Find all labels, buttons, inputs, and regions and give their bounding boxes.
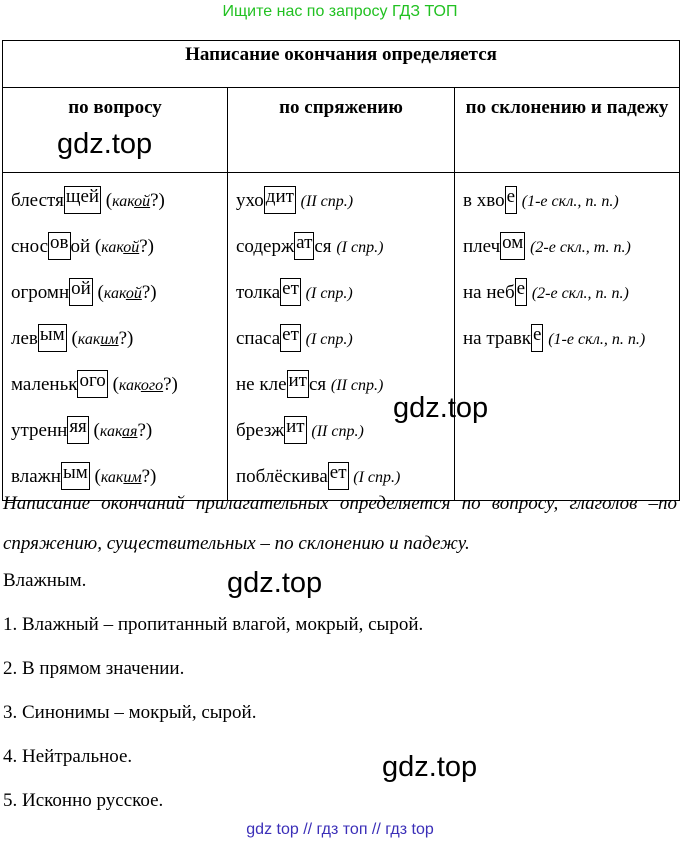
word-stem: ухо — [236, 190, 264, 211]
word-entry — [463, 316, 679, 362]
grammar-note: (2-е скл., п. п.) — [531, 285, 629, 302]
word-stem: маленьк — [11, 374, 78, 395]
grammar-note: (I спр.) — [336, 239, 384, 256]
grammar-note: (1-е скл., п. п.) — [521, 193, 619, 210]
column-verbs — [228, 173, 455, 501]
table-main-header: Написание окончания определяется — [3, 41, 680, 88]
question-word: какого — [118, 377, 164, 394]
grammar-note: (II спр.) — [330, 377, 384, 394]
ending-box: ет — [280, 278, 301, 306]
question-note: (какая?) — [93, 420, 153, 441]
word-entry — [463, 270, 679, 316]
question-ending: ой — [125, 285, 142, 302]
grammar-note: (II спр.) — [300, 193, 354, 210]
word-stem: спаса — [236, 328, 281, 349]
endings-table — [2, 40, 680, 501]
question-word: каким — [77, 331, 119, 348]
ending-box: ет — [280, 324, 301, 352]
question-ending: ая — [122, 423, 138, 440]
ending-box: ом — [500, 232, 525, 260]
word-stem: лев — [11, 328, 38, 349]
question-word: какой — [103, 285, 142, 302]
word-entry — [11, 178, 227, 224]
word-stem: на травк — [463, 328, 532, 349]
word-stem: на неб — [463, 282, 515, 303]
word-entry — [11, 224, 227, 270]
top-banner-link[interactable]: Ищите нас по запросу ГДЗ ТОП — [222, 3, 458, 20]
word-stem: плеч — [463, 236, 501, 257]
word-entry — [11, 408, 227, 454]
answer-line: 4. Нейтральное. — [3, 746, 133, 767]
ending-box: ой — [69, 278, 93, 306]
word-stem: блестя — [11, 190, 64, 211]
ending-box: яя — [67, 416, 88, 444]
watermark: gdz.top — [227, 567, 323, 599]
word-stem: толка — [236, 282, 281, 303]
word-suffix: ся — [314, 236, 332, 257]
word-entry — [463, 178, 679, 224]
ending-box: дит — [264, 186, 296, 214]
answer-line: 2. В прямом значении. — [3, 658, 185, 679]
word-entry — [11, 316, 227, 362]
grammar-note: (I спр.) — [353, 469, 401, 486]
ending-box: ым — [61, 462, 90, 490]
grammar-note: (I спр.) — [305, 285, 353, 302]
word-entry — [463, 224, 679, 270]
footer-links[interactable]: gdz top // гдз топ // гдз top — [246, 821, 434, 838]
ending-box: ого — [77, 370, 107, 398]
col-header-question: по вопросу — [3, 88, 228, 173]
column-adjectives — [3, 173, 228, 501]
grammar-note: (1-е скл., п. п.) — [548, 331, 646, 348]
grammar-note: (II спр.) — [311, 423, 364, 440]
word-stem: брезж — [236, 420, 285, 441]
word-entry — [236, 316, 454, 362]
ending-box: ит — [284, 416, 306, 444]
question-ending: ого — [140, 377, 164, 394]
question-word: какой — [101, 239, 140, 256]
ending-box: ым — [38, 324, 67, 352]
word-stem: в хво — [463, 190, 505, 211]
answer-line: 3. Синонимы – мокрый, сырой. — [3, 702, 257, 723]
answers-list — [3, 567, 423, 831]
question-note: (какого?) — [112, 374, 178, 395]
question-word: какая — [99, 423, 138, 440]
explanation-text: Написание окончаний прилагательных определяется по вопросу, глаголов –по спряжению, существительных – по склонению и падежу. — [3, 493, 677, 554]
question-note: (каким?) — [71, 328, 134, 349]
answer-line: Влажным. — [3, 570, 87, 591]
word-stem: содерж — [236, 236, 295, 257]
word-stem: не кле — [236, 374, 287, 395]
word-entry — [236, 178, 454, 224]
ending-box: е — [505, 186, 517, 214]
word-suffix: ся — [308, 374, 327, 395]
ending-box: е — [531, 324, 543, 352]
question-ending: ой — [134, 193, 151, 210]
column-nouns — [455, 173, 680, 501]
word-entry — [11, 362, 227, 408]
answer-line: 1. Влажный – пропитанный влагой, мокрый, сырой. — [3, 614, 424, 635]
word-stem: снос — [11, 236, 49, 257]
ending-box: щей — [64, 186, 101, 214]
watermark: gdz.top — [57, 128, 153, 160]
question-note: (какой?) — [97, 282, 157, 303]
ending-box: ат — [294, 232, 314, 260]
question-word: какой — [112, 193, 151, 210]
word-stem: поблёскива — [236, 466, 328, 487]
question-note: (какой?) — [105, 190, 165, 211]
ending-box: ет — [328, 462, 349, 490]
question-word: каким — [100, 469, 142, 486]
ending-box: е — [515, 278, 527, 306]
col-header-declension: по склонению и падежу — [455, 88, 680, 173]
col-header-conjugation: по спряжению — [228, 88, 455, 173]
question-note: (какой?) — [94, 236, 154, 257]
ending-box: ит — [287, 370, 309, 398]
answer-line: 5. Исконно русское. — [3, 790, 164, 811]
question-ending: им — [100, 331, 119, 348]
ending-box: ов — [48, 232, 70, 260]
watermark: gdz.top — [393, 392, 489, 424]
word-stem: огромн — [11, 282, 70, 303]
grammar-note: (2-е скл., т. п.) — [530, 239, 631, 256]
word-entry — [11, 270, 227, 316]
question-ending: ой — [123, 239, 140, 256]
question-ending: им — [123, 469, 142, 486]
word-entry — [236, 270, 454, 316]
word-stem: утренн — [11, 420, 68, 441]
word-suffix: ой — [70, 236, 91, 257]
watermark: gdz.top — [382, 751, 478, 783]
word-entry — [236, 224, 454, 270]
grammar-note: (I спр.) — [305, 331, 353, 348]
word-stem: влажн — [11, 466, 61, 487]
question-note: (каким?) — [94, 466, 157, 487]
